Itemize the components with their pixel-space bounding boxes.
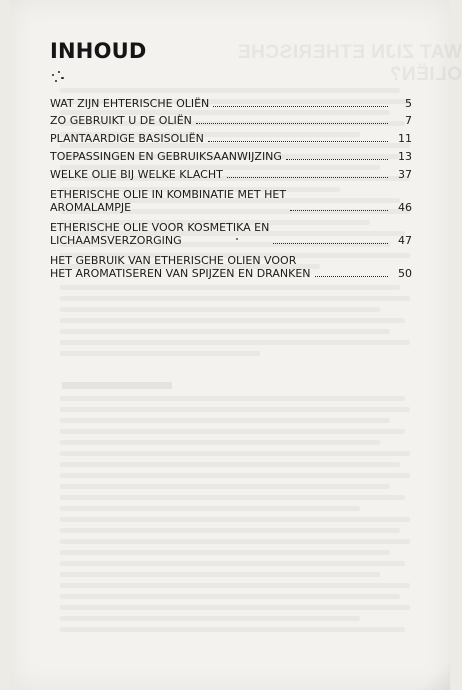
toc-page-number: 37 (398, 168, 412, 181)
toc-entry-title: WELKE OLIE BIJ WELKE KLACHT (50, 168, 223, 181)
toc-entry[interactable] (50, 221, 412, 247)
toc-entry-title-line: HET AROMATISEREN VAN SPIJZEN EN DRANKEN (50, 267, 311, 280)
dot-leader (290, 210, 388, 211)
toc-page-number: 11 (398, 132, 412, 145)
toc-entry-title: PLANTAARDIGE BASISOLIËN (50, 132, 204, 145)
page-shading (410, 650, 450, 690)
dot-leader (196, 123, 388, 124)
toc-page-number: 7 (405, 114, 412, 127)
toc-entry[interactable] (50, 188, 412, 214)
dot-leader (208, 141, 388, 142)
toc-page-number: 13 (398, 150, 412, 163)
dot-leader (273, 243, 388, 244)
dot-leader (213, 106, 388, 107)
toc-entry-title: ZO GEBRUIKT U DE OLIËN (50, 114, 192, 127)
dot-leader (227, 177, 388, 178)
ink-specks (50, 70, 80, 86)
toc-entry-title-line: AROMALAMPJE (50, 201, 132, 214)
toc-entry[interactable] (50, 168, 412, 181)
toc-entry-title-line: ETHERISCHE OLIE IN KOMBINATIE MET HET (50, 188, 287, 201)
toc-entry[interactable] (50, 132, 412, 145)
toc-entry-title-line: LICHAAMSVERZORGING (50, 234, 182, 247)
toc-entry[interactable] (50, 254, 412, 280)
toc-page-number: 46 (398, 201, 412, 214)
toc-entry-title: WAT ZIJN EHTERISCHE OLIËN (50, 97, 210, 110)
dot-leader (315, 276, 388, 277)
toc-entry[interactable] (50, 114, 412, 127)
toc-page-number: 5 (405, 97, 412, 110)
toc-entry-title-line: ETHERISCHE OLIE VOOR KOSMETIKA EN (50, 221, 270, 234)
toc-entry[interactable] (50, 150, 412, 163)
dot-leader (286, 159, 388, 160)
toc-entry-title-line: HET GEBRUIK VAN ETHERISCHE OLIEN VOOR (50, 254, 297, 267)
toc-page-number: 47 (398, 234, 412, 247)
page-title: INHOUD (50, 39, 147, 63)
toc-page-number: 50 (398, 267, 412, 280)
toc-entry[interactable] (50, 97, 412, 110)
ink-speck (236, 238, 238, 240)
toc-entry-title: TOEPASSINGEN EN GEBRUIKSAANWIJZING (50, 150, 282, 163)
